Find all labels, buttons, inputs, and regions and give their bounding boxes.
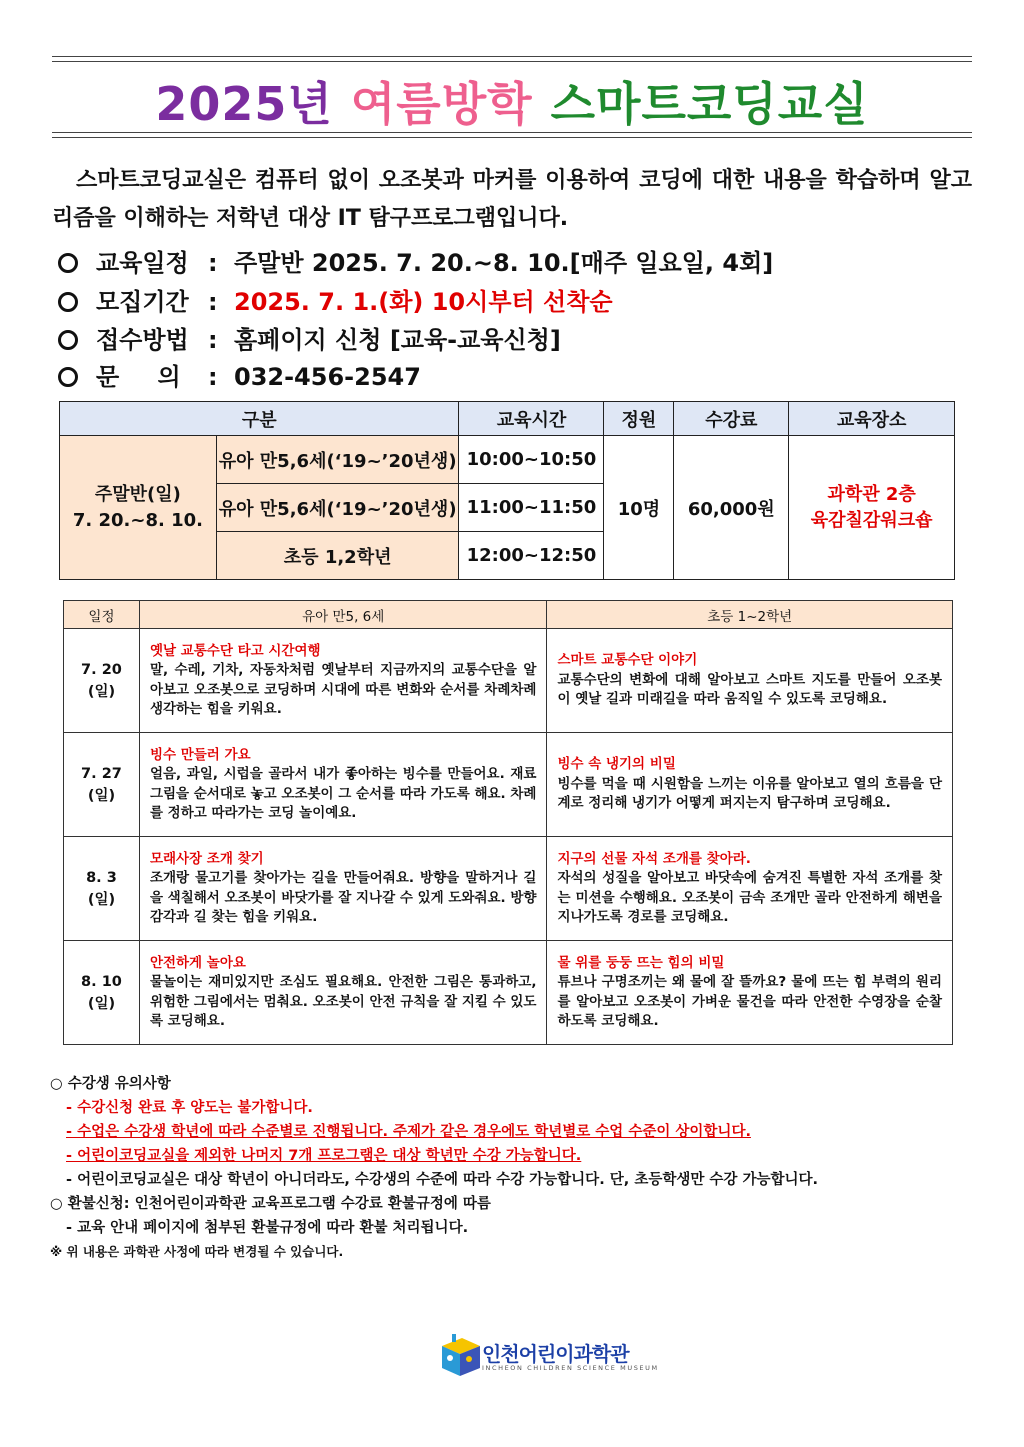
header-elem: 초등 1~2학년 xyxy=(547,601,953,629)
time-cell: 11:00~11:50 xyxy=(459,484,604,532)
date-text: 7. 20 xyxy=(81,661,122,678)
kids-title: 옛날 교통수단 타고 시간여행 xyxy=(149,642,321,659)
page-title xyxy=(52,68,972,134)
info-colon: : xyxy=(208,249,218,277)
info-contact xyxy=(58,358,978,396)
circle-bullet-icon xyxy=(58,367,78,387)
refund-heading: ○ 환불신청: 인천어린이과학관 교육프로그램 수강료 환불규정에 따름 xyxy=(50,1196,491,1212)
title-rule-bottom-inner xyxy=(52,132,972,133)
title-rule-top-inner xyxy=(52,61,972,62)
refund-item: - 교육 안내 페이지에 첨부된 환불규정에 따라 환불 처리됩니다. xyxy=(66,1220,469,1236)
elem-cell xyxy=(547,837,953,941)
title-summer: 여름방학 xyxy=(350,77,533,131)
title-year: 2025년 xyxy=(155,77,333,131)
logo-name: 인천어린이과학관 xyxy=(482,1342,629,1366)
kids-title: 빙수 만들러 가요 xyxy=(149,746,251,763)
day-text: (일) xyxy=(87,683,116,700)
museum-logo xyxy=(436,1332,659,1388)
kids-desc: 얼음, 과일, 시럽을 골라서 내가 좋아하는 빙수를 만들어요. 재료 그림을 순서대로 놓고 오조봇이 그 순서를 따라 가도록 해요. 차례를 정하고 따라가는 코딩 놀이예요. xyxy=(149,766,537,821)
elem-title: 스마트 교통수단 이야기 xyxy=(557,652,698,669)
kids-desc: 말, 수레, 기차, 자동차처럼 옛날부터 지금까지의 교통수단을 알아보고 오조봇으로 코딩하며 시대에 따른 변화와 순서를 차례차례 생각하는 힘을 키워요. xyxy=(149,662,537,717)
elem-title: 물 위를 둥둥 뜨는 힘의 비밀 xyxy=(557,954,725,971)
info-colon: : xyxy=(208,288,218,316)
date-cell xyxy=(64,629,140,733)
elem-desc: 튜브나 구명조끼는 왜 물에 잘 뜰까요? 물에 뜨는 힘 부력의 원리를 알아보고 오조봇이 가벼운 물건을 따라 안전한 수영장을 순찰하도록 코딩해요. xyxy=(557,974,942,1029)
elem-title: 빙수 속 냉기의 비밀 xyxy=(557,756,676,773)
header-kids: 유아 만5, 6세 xyxy=(139,601,547,629)
note-item: - 어린이코딩교실은 대상 학년이 아니더라도, 수강생의 수준에 따라 수강 가능합니다. 단, 초등학생만 수강 가능합니다. xyxy=(66,1172,819,1188)
title-block xyxy=(52,56,972,140)
info-label: 문 의 xyxy=(96,363,181,391)
disclaimer: ※ 위 내용은 과학관 사정에 따라 변경될 수 있습니다. xyxy=(50,1244,344,1259)
info-label: 모집기간 xyxy=(96,288,189,316)
elem-cell xyxy=(547,733,953,837)
target-cell: 유아 만5,6세(‘19~’20년생) xyxy=(216,436,459,484)
title-rule-bottom xyxy=(52,137,972,138)
intro-paragraph: 스마트코딩교실은 컴퓨터 없이 오조봇과 마커를 이용하여 코딩에 대한 내용을 학습하며 알고리즘을 이해하는 저학년 대상 IT 탐구프로그램입니다. xyxy=(52,168,972,231)
logo-cube-icon xyxy=(436,1332,484,1382)
notes-heading: ○ 수강생 유의사항 xyxy=(50,1076,171,1092)
kids-cell xyxy=(139,941,547,1045)
info-colon: : xyxy=(208,326,218,354)
target-cell: 초등 1,2학년 xyxy=(216,532,459,580)
info-colon: : xyxy=(208,363,218,391)
kids-desc: 물놀이는 재미있지만 조심도 필요해요. 안전한 그림은 통과하고, 위험한 그림에서는 멈춰요. 오조봇이 안전 규칙을 잘 지킬 수 있도록 코딩해요. xyxy=(149,974,537,1029)
date-cell xyxy=(64,733,140,837)
info-apply xyxy=(58,321,978,359)
info-value: 2025. 7. 1.(화) 10시부터 선착순 xyxy=(234,288,613,316)
title-class: 스마트코딩교실 xyxy=(550,77,869,131)
date-cell xyxy=(64,941,140,1045)
kids-cell xyxy=(139,629,547,733)
curriculum-table xyxy=(63,600,953,1045)
group-dates: 7. 20.~8. 10. xyxy=(72,509,203,531)
table-row xyxy=(64,941,953,1045)
header-place: 교육장소 xyxy=(789,402,955,436)
note-item: - 수강신청 완료 후 양도는 불가합니다. xyxy=(66,1100,313,1116)
circle-bullet-icon xyxy=(58,292,78,312)
elem-cell xyxy=(547,629,953,733)
info-value: 홈페이지 신청 [교육-교육신청] xyxy=(234,326,561,354)
elem-desc: 교통수단의 변화에 대해 알아보고 스마트 지도를 만들어 오조봇이 옛날 길과 미래길을 따라 움직일 수 있도록 코딩해요. xyxy=(557,671,942,708)
day-text: (일) xyxy=(87,995,116,1012)
curriculum-header xyxy=(64,601,953,629)
target-cell: 유아 만5,6세(‘19~’20년생) xyxy=(216,484,459,532)
note-item: - 수업은 수강생 학년에 따라 수준별로 진행됩니다. 주제가 같은 경우에도 학년별로 수업 수준이 상이합니다. xyxy=(66,1124,751,1140)
title-rule-top xyxy=(52,56,972,57)
table-row xyxy=(64,837,953,941)
date-text: 8. 10 xyxy=(81,973,122,990)
date-text: 7. 27 xyxy=(81,765,122,782)
notes-section xyxy=(50,1072,980,1264)
kids-title: 안전하게 놀아요 xyxy=(149,954,246,971)
logo-subtitle: INCHEON CHILDREN SCIENCE MUSEUM xyxy=(482,1364,659,1372)
day-text: (일) xyxy=(87,787,116,804)
info-label: 교육일정 xyxy=(96,249,189,277)
date-text: 8. 3 xyxy=(86,869,117,886)
header-time: 교육시간 xyxy=(459,402,604,436)
info-recruit xyxy=(58,283,978,321)
info-value: 032-456-2547 xyxy=(234,363,421,391)
table-row xyxy=(60,436,955,484)
place-cell xyxy=(789,436,955,580)
time-cell: 12:00~12:50 xyxy=(459,532,604,580)
capacity-cell: 10명 xyxy=(604,436,674,580)
day-text: (일) xyxy=(87,891,116,908)
circle-bullet-icon xyxy=(58,330,78,350)
time-cell: 10:00~10:50 xyxy=(459,436,604,484)
table-row xyxy=(64,733,953,837)
header-category: 구분 xyxy=(60,402,459,436)
class-table-header xyxy=(60,402,955,436)
info-label: 접수방법 xyxy=(96,326,189,354)
elem-desc: 빙수를 먹을 때 시원함을 느끼는 이유를 알아보고 열의 흐름을 단계로 정리해 냉기가 어떻게 퍼지는지 탐구하며 코딩해요. xyxy=(557,775,942,812)
kids-cell xyxy=(139,837,547,941)
kids-cell xyxy=(139,733,547,837)
info-schedule xyxy=(58,244,978,282)
elem-title: 지구의 선물 자석 조개를 찾아라. xyxy=(557,850,751,867)
circle-bullet-icon xyxy=(58,253,78,273)
fee-cell: 60,000원 xyxy=(674,436,789,580)
kids-desc: 조개랑 물고기를 찾아가는 길을 만들어줘요. 방향을 말하거나 길을 색칠해서 오조봇이 바닷가를 잘 지나갈 수 있게 도와줘요. 방향 감각과 길 찾는 힘을 키워요. xyxy=(149,870,537,925)
elem-cell xyxy=(547,941,953,1045)
header-date: 일정 xyxy=(64,601,140,629)
elem-desc: 자석의 성질을 알아보고 바닷속에 숨겨진 특별한 자석 조개를 찾는 미션을 수행해요. 오조봇이 금속 조개만 골라 안전하게 해변을 지나가도록 경로를 코딩해요. xyxy=(557,870,942,925)
group-cell xyxy=(60,436,217,580)
note-item: - 어린이코딩교실을 제외한 나머지 7개 프로그램은 대상 학년만 수강 가능합니다. xyxy=(66,1148,582,1164)
header-capacity: 정원 xyxy=(604,402,674,436)
place-line2: 육감칠감워크숍 xyxy=(810,509,933,531)
date-cell xyxy=(64,837,140,941)
header-fee: 수강료 xyxy=(674,402,789,436)
table-row xyxy=(64,629,953,733)
kids-title: 모래사장 조개 찾기 xyxy=(149,850,264,867)
place-line1: 과학관 2층 xyxy=(827,483,916,505)
group-name: 주말반(일) xyxy=(94,483,181,505)
class-table xyxy=(59,401,955,580)
info-value: 주말반 2025. 7. 20.~8. 10.[매주 일요일, 4회] xyxy=(234,249,774,277)
